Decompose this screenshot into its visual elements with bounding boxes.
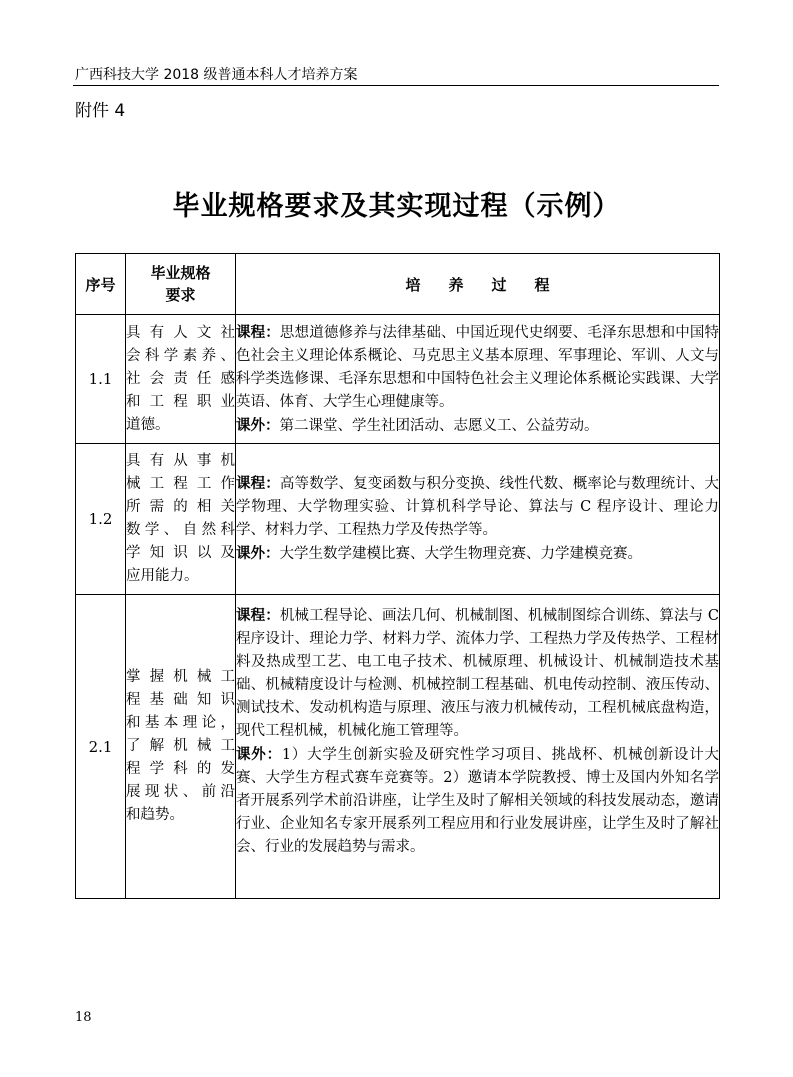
extracurricular-text: 1）大学生创新实验及研究性学习项目、挑战杯、机械创新设计大赛、大学生方程式赛车竞赛等。2）邀请本学院教授、博士及国内外知名学者开展系列学术前沿讲座，让学生及时了解相关领域的科技发展动态，邀请行业、企业知名专家开展系列工程应用和行业发展讲座，让学生及时了解社会、行业的发展趋势与需求。 [236, 747, 719, 855]
page-title: 毕业规格要求及其实现过程（示例） [172, 191, 621, 222]
requirement-line: 和基本理论， [126, 715, 235, 731]
requirement-line: 会科学素养、 [126, 347, 235, 364]
requirement-line: 和趋势。 [126, 807, 184, 823]
extracurricular-paragraph [236, 743, 719, 859]
courses-paragraph [236, 321, 719, 414]
requirement-line: 和工程职业 [126, 393, 235, 410]
courses-label: 课程： [236, 607, 280, 624]
table-row [76, 315, 720, 444]
header-divider [73, 85, 719, 86]
courses-label: 课程： [236, 323, 280, 341]
process-cell [236, 315, 720, 444]
requirement-line: 程学科的发 [126, 761, 235, 777]
courses-paragraph [236, 604, 719, 743]
header-requirement-line: 毕业规格 [150, 264, 211, 282]
courses-text: 高等数学、复变函数与积分变换、线性代数、概率论与数理统计、大学物理、大学物理实验、计算机科学导论、算法与 C 程序设计、理论力学、材料力学、工程热力学及传热学等。 [236, 476, 719, 538]
extracurricular-label: 课外： [236, 416, 280, 434]
header-requirement-line: 要求 [165, 286, 196, 304]
extracurricular-label: 课外： [236, 545, 280, 562]
attachment-label: 附件 4 [75, 101, 126, 121]
requirement-line: 社会责任感 [126, 370, 235, 387]
process-cell [236, 595, 720, 899]
extracurricular-paragraph [236, 542, 719, 566]
requirement-cell [126, 595, 236, 899]
requirement-line: 学知识以及 [126, 545, 235, 561]
courses-text: 思想道德修养与法律基础、中国近现代史纲要、毛泽东思想和中国特色社会主义理论体系概论、马克思主义基本原理、军事理论、军训、人文与科学类选修课、毛泽东思想和中国特色社会主义理论体系概论实践课、大学英语、体育、大学生心理健康等。 [236, 324, 719, 410]
table-row [76, 444, 720, 595]
header-process: 培养过程 [236, 254, 720, 315]
extracurricular-text: 大学生数学建模比赛、大学生物理竞赛、力学建模竞赛。 [279, 546, 642, 562]
row-number: 1.2 [76, 444, 126, 595]
requirement-line: 应用能力。 [126, 568, 199, 584]
requirement-line: 道德。 [126, 416, 170, 433]
extracurricular-label: 课外： [236, 746, 282, 763]
requirement-cell [126, 315, 236, 444]
requirement-line: 了解机械工 [126, 738, 235, 754]
requirement-line: 程基础知识 [126, 692, 235, 708]
graduation-requirements-table [75, 253, 720, 899]
requirement-line: 具有从事机 [126, 453, 235, 469]
requirement-line: 展现状、前沿 [126, 784, 235, 800]
courses-label: 课程： [236, 475, 280, 492]
requirement-line: 所需的相关 [126, 499, 235, 515]
process-cell [236, 444, 720, 595]
requirement-line: 数学、自然科 [126, 522, 235, 538]
courses-text: 机械工程导论、画法几何、机械制图、机械制图综合训练、算法与 C 程序设计、理论力学、材料力学、流体力学、工程热力学及传热学、工程材料及热成型工艺、电工电子技术、机械原理、机械设计、机械制造技术基础、机械精度设计与检测、机械控制工程基础、机电传动控制、液压传动、测试技术、发动机构造与原理、液压与液力机械传动，工程机械底盘构造，现代工程机械，机械化施工管理等。 [236, 608, 720, 739]
requirement-line: 械工程工作 [126, 476, 235, 492]
running-header: 广西科技大学 2018 级普通本科人才培养方案 [75, 67, 358, 83]
row-number: 2.1 [76, 595, 126, 899]
page-number: 18 [75, 1010, 92, 1025]
header-no: 序号 [76, 254, 126, 315]
courses-paragraph [236, 472, 719, 542]
requirement-cell [126, 444, 236, 595]
extracurricular-paragraph [236, 414, 719, 438]
header-requirement [126, 254, 236, 315]
requirement-line: 具有人文社 [126, 324, 235, 341]
requirement-line: 掌握机械工 [126, 669, 235, 685]
row-number: 1.1 [76, 315, 126, 444]
table-header-row [76, 254, 720, 315]
table-row [76, 595, 720, 899]
extracurricular-text: 第二课堂、学生社团活动、志愿义工、公益劳动。 [279, 417, 599, 434]
